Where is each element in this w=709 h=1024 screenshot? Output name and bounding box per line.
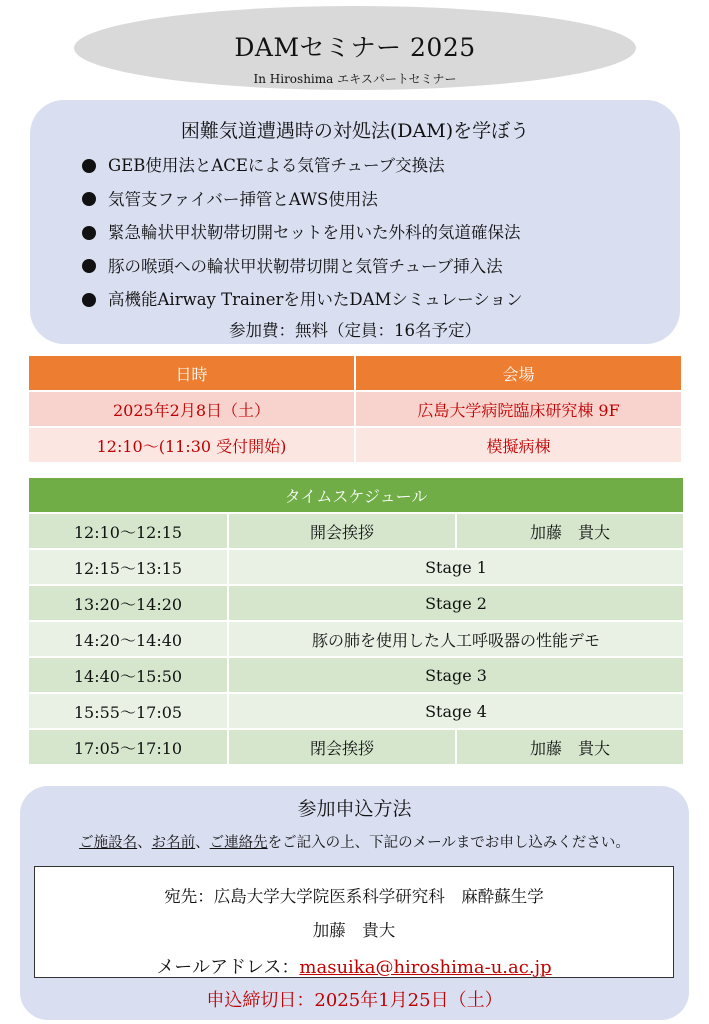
schedule-time: 12:10～12:15 <box>28 513 228 549</box>
schedule-time: 12:15～13:15 <box>28 549 228 585</box>
table-row <box>28 391 682 427</box>
table-row <box>28 585 684 621</box>
bullet-icon <box>82 159 96 173</box>
page-subtitle: In Hiroshima エキスパートセミナー <box>253 72 457 86</box>
schedule-speaker: 加藤 貴大 <box>456 729 684 765</box>
contact-box <box>34 866 674 978</box>
list-item: 高機能Airway Trainerを用いたDAMシミュレーション <box>82 283 680 317</box>
bullet-icon <box>82 259 96 273</box>
table-row <box>28 513 684 549</box>
intro-heading: 困難気道遭遇時の対処法(DAM)を学ぼう <box>180 120 530 142</box>
table-row <box>28 427 682 463</box>
event-time: 12:10～(11:30 受付開始) <box>28 427 355 463</box>
schedule-time: 14:20～14:40 <box>28 621 228 657</box>
date-header: 日時 <box>28 355 355 391</box>
deadline-text: 申込締切日：2025年1月25日（土） <box>206 990 503 1011</box>
schedule-time: 17:05～17:10 <box>28 729 228 765</box>
schedule-content: Stage 4 <box>228 693 684 729</box>
schedule-title: タイムスケジュール <box>28 477 684 513</box>
address-line: 宛先：広島大学大学院医系科学研究科 麻酔蘇生学 <box>164 887 544 906</box>
event-room: 模擬病棟 <box>355 427 682 463</box>
bullet-icon <box>82 293 96 307</box>
application-panel <box>20 786 689 1020</box>
list-item: 豚の喉頭への輪状甲状靭帯切開と気管チューブ挿入法 <box>82 250 680 284</box>
bullet-icon <box>82 192 96 206</box>
list-item: 緊急輪状甲状靭帯切開セットを用いた外科的気道確保法 <box>82 216 680 250</box>
application-note: ご施設名、お名前、ご連絡先をご記入の上、下記のメールまでお申し込みください。 <box>79 835 630 851</box>
schedule-time: 15:55～17:05 <box>28 693 228 729</box>
table-row <box>28 729 684 765</box>
schedule-content: 閉会挨拶 <box>228 729 456 765</box>
event-date: 2025年2月8日（土） <box>28 391 355 427</box>
schedule-time: 13:20～14:20 <box>28 585 228 621</box>
schedule-content: 豚の肺を使用した人工呼吸器の性能デモ <box>228 621 684 657</box>
intro-panel <box>30 100 680 344</box>
schedule-table <box>27 476 685 766</box>
title-banner <box>74 6 636 90</box>
list-item: 気管支ファイバー挿管とAWS使用法 <box>82 183 680 217</box>
topic-list <box>82 149 680 317</box>
schedule-content: Stage 2 <box>228 585 684 621</box>
schedule-content: 開会挨拶 <box>228 513 456 549</box>
list-item: GEB使用法とACEによる気管チューブ交換法 <box>82 149 680 183</box>
schedule-time: 14:40～15:50 <box>28 657 228 693</box>
table-row <box>28 549 684 585</box>
event-info-table <box>27 354 683 464</box>
schedule-content: Stage 3 <box>228 657 684 693</box>
table-row <box>28 621 684 657</box>
page-title: DAMセミナー 2025 <box>234 33 476 62</box>
schedule-content: Stage 1 <box>228 549 684 585</box>
email-label: メールアドレス： <box>156 957 300 978</box>
schedule-speaker: 加藤 貴大 <box>456 513 684 549</box>
email-link[interactable]: masuika@hiroshima-u.ac.jp <box>299 957 552 978</box>
bullet-icon <box>82 226 96 240</box>
application-heading: 参加申込方法 <box>297 798 412 820</box>
venue-header: 会場 <box>355 355 682 391</box>
contact-name: 加藤 貴大 <box>312 921 396 940</box>
email-line <box>35 953 673 979</box>
fee-text: 参加費：無料（定員：16名予定） <box>229 320 481 340</box>
event-venue: 広島大学病院臨床研究棟 9F <box>355 391 682 427</box>
table-row <box>28 693 684 729</box>
table-row <box>28 657 684 693</box>
